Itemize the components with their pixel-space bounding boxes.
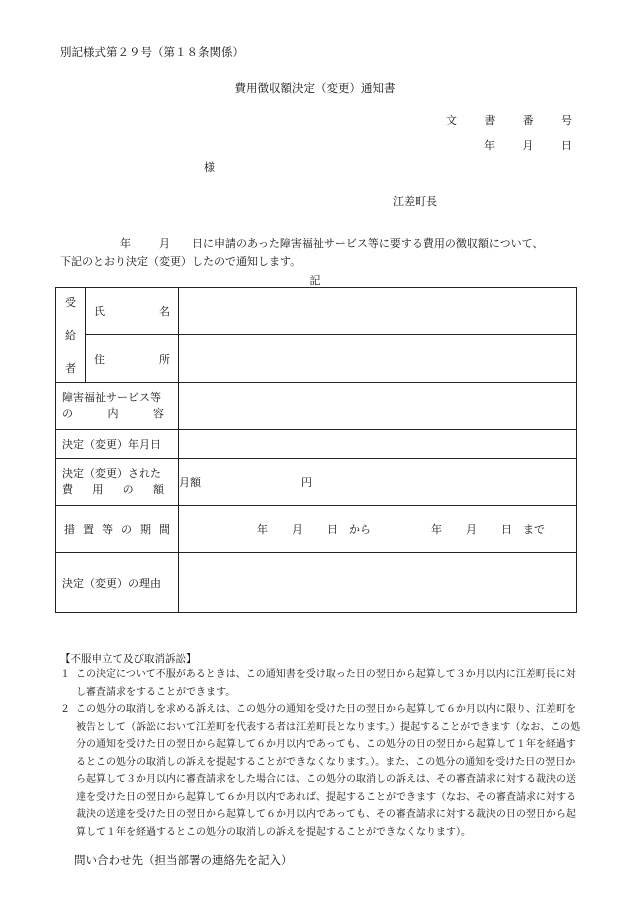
body-line-1 — [60, 235, 580, 253]
period-to-month: 月 — [466, 523, 477, 536]
service-field[interactable] — [179, 383, 577, 430]
decision-table — [55, 287, 577, 613]
label-char: の — [122, 483, 134, 496]
label-char: 所 — [159, 352, 170, 366]
period-from-month: 月 — [292, 523, 303, 536]
decision-date-text: 決定（変更）年月日 — [62, 438, 161, 451]
cost-field[interactable] — [179, 459, 577, 506]
docno-char: 号 — [560, 114, 572, 127]
address-field[interactable] — [179, 335, 577, 383]
reason-field[interactable] — [179, 553, 577, 613]
period-to-day: 日 — [501, 523, 512, 536]
label-char: 名 — [159, 305, 170, 318]
reason-label — [56, 553, 179, 613]
monthly-label: 月額 — [179, 476, 201, 489]
name-field[interactable] — [179, 288, 577, 335]
label-char: 置 — [83, 523, 94, 536]
cost-label — [56, 459, 179, 506]
ki-heading: 記 — [309, 274, 321, 287]
period-to: まで — [523, 523, 545, 536]
recipient-suffix: 様 — [204, 161, 215, 174]
label-char: の — [62, 407, 73, 420]
label-char: 間 — [159, 523, 170, 536]
body-line-2: 下記のとおり決定（変更）したので通知します。 — [60, 255, 302, 268]
body-month: 月 — [159, 237, 170, 250]
docno-char: 書 — [484, 114, 496, 127]
period-from-day: 日 — [327, 523, 338, 536]
page-title: 費用徴収額決定（変更）通知書 — [234, 81, 396, 95]
label-char: 期 — [140, 523, 151, 536]
vert-char: 者 — [65, 362, 76, 375]
label-char: の — [121, 523, 132, 536]
docno-char: 文 — [446, 114, 457, 127]
name-label — [86, 288, 179, 335]
label-char: 措 — [64, 523, 75, 536]
item-text: この決定について不服があるときは、この通知書を受け取った日の翌日から起算して３か月以内に江差町長に対し審査請求をすることができます。 — [76, 669, 576, 698]
label-char: 等 — [102, 523, 113, 536]
docno-char: 番 — [522, 114, 534, 127]
sender: 江差町長 — [393, 195, 437, 208]
address-label — [86, 335, 179, 383]
body-year: 年 — [120, 237, 131, 250]
appeal-item-2 — [60, 701, 582, 841]
label-char: 住 — [94, 352, 105, 366]
notice-body — [60, 235, 580, 271]
appeal-item-1 — [60, 666, 582, 701]
label-char: 氏 — [94, 305, 105, 318]
date-month: 月 — [522, 139, 534, 152]
date-year: 年 — [484, 139, 495, 152]
service-label — [56, 383, 179, 430]
label-char: 用 — [92, 483, 104, 496]
form-number: 別記様式第２９号（第１８条関係） — [60, 45, 244, 59]
period-label — [56, 506, 179, 553]
period-from: から — [349, 523, 371, 536]
item-number: ２ — [60, 704, 70, 715]
label-char: 容 — [153, 407, 164, 420]
label-char: 額 — [152, 483, 164, 496]
item-number: １ — [60, 669, 70, 680]
document-number-label — [446, 112, 572, 128]
vert-char: 受 — [65, 296, 76, 309]
service-label-line1: 障害福祉サービス等 — [62, 391, 161, 404]
decision-date-label — [56, 430, 179, 459]
vert-char: 給 — [65, 329, 76, 342]
period-to-year: 年 — [431, 523, 442, 536]
reason-label-text: 決定（変更）の理由 — [62, 576, 161, 590]
label-char: 費 — [62, 483, 73, 496]
decision-date-field[interactable] — [179, 430, 577, 459]
cost-label-line1: 決定（変更）された — [62, 467, 161, 480]
contact-info: 問い合わせ先（担当部署の連絡先を記入） — [74, 853, 293, 867]
item-text: この処分の取消しを求める訴えは、この処分の通知を受けた日の翌日から起算して６か月以内に限り、江差町を被告として（訴訟において江差町を代表する者は江差町長となります。）提起することができます（なお、この処分の通知を受けた日の翌日から起算して６か月以内であっても、この処分の日の翌日から起算して１年を経過するとこの処分の取消しの訴えを提起することができなくなります。）。また、この処分の通知を受けた日の翌日から起算して３か月以内に審査請求をした場合には、この処分の取消しの訴えは、その審査請求に対する裁決の送達を受けた日の翌日から起算して６か月以内であれば、提起することができます（なお、その審査請求に対する裁決の送達を受けた日の翌日から起算して６か月以内であっても、その審査請求に対する裁決の日の翌日から起算して１年を経過するとこの処分の取消しの訴えを提起することができなくなります）。 — [76, 704, 581, 838]
period-from-year: 年 — [257, 523, 268, 536]
body-line-1-rest: 日に申請のあった障害福祉サービス等に要する費用の徴収額について、 — [192, 237, 544, 250]
label-char: 内 — [107, 407, 119, 420]
appeal-heading: 【不服申立て及び取消訴訟】 — [60, 653, 197, 665]
date-day: 日 — [561, 139, 572, 152]
yen-label: 円 — [301, 476, 312, 489]
period-field[interactable] — [179, 506, 577, 553]
recipient-group-label — [56, 288, 86, 383]
issue-date — [484, 137, 572, 153]
